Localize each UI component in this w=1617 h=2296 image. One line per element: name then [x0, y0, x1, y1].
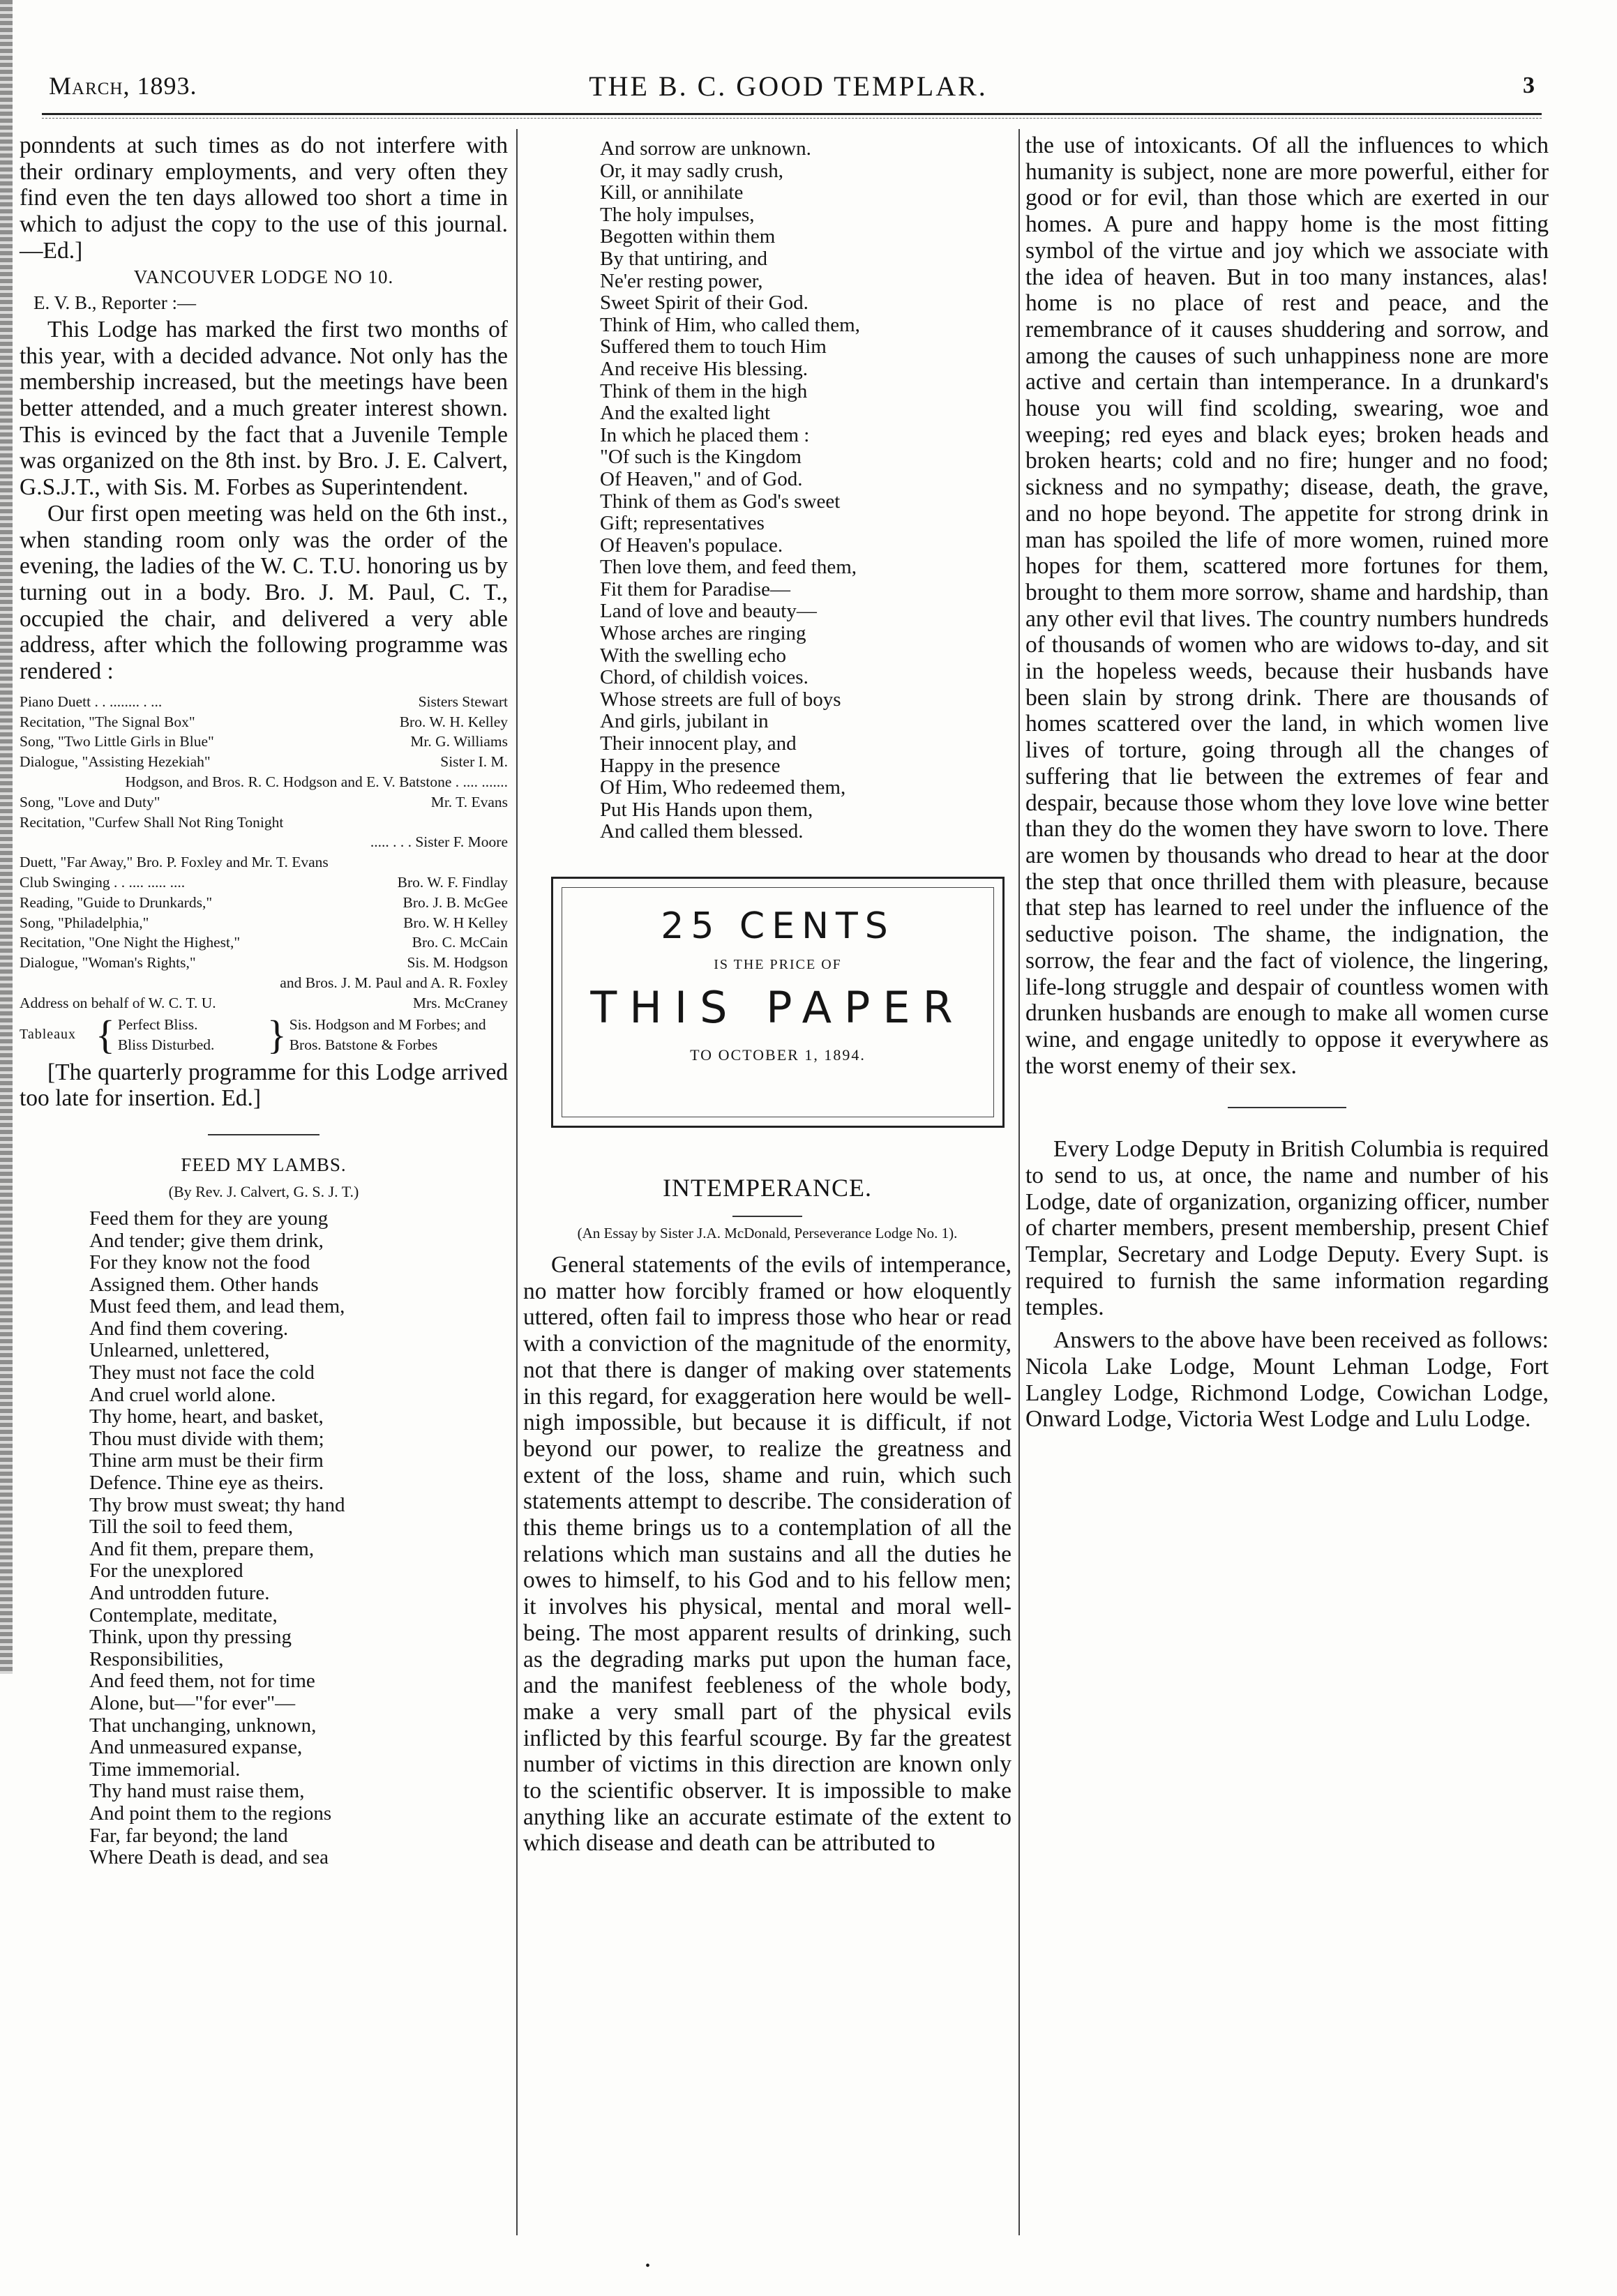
programme-item	[20, 953, 508, 973]
programme-performer: Mrs. McCraney	[412, 994, 508, 1011]
poem-byline: (By Rev. J. Calvert, G. S. J. T.)	[168, 1182, 359, 1200]
page-number: 3	[1523, 73, 1535, 98]
poem-line: Think, upon thy pressing	[89, 1626, 292, 1649]
poem-line: Fit them for Paradise—	[600, 577, 791, 601]
poem-line: In which he placed them :	[600, 423, 810, 446]
poem-line: Alone, but—"for ever"—	[89, 1691, 296, 1714]
tableaux-titles	[118, 1015, 264, 1055]
poem-line: And receive His blessing.	[600, 357, 808, 380]
editor-note: [The quarterly programme for this Lodge arrived too late for insertion. Ed.]	[20, 1059, 508, 1112]
programme-item-title: Duett, "Far Away," Bro. P. Foxley and Mr. T. Evans	[20, 854, 329, 871]
poem-line: And find them covering.	[89, 1317, 289, 1340]
poem-line: Where Death is dead, and sea	[89, 1846, 329, 1869]
poem-line: Unlearned, unlettered,	[89, 1339, 270, 1362]
programme-item	[20, 913, 508, 933]
poem-line: With the swelling echo	[600, 644, 787, 667]
programme-item	[20, 813, 508, 833]
poem-line: Kill, or annihilate	[600, 181, 744, 204]
programme-list	[20, 692, 508, 1055]
title-rule	[732, 1216, 802, 1217]
poem-line: They must not face the cold	[89, 1361, 315, 1384]
poem-body	[20, 1208, 508, 1869]
programme-item	[20, 893, 508, 913]
price-advertisement	[551, 877, 1005, 1128]
poem-line: Think of them in the high	[600, 379, 808, 402]
column-2	[523, 133, 1011, 1857]
poem-line: Defence. Thine eye as theirs.	[89, 1472, 324, 1495]
lodge-deputy-notice: Every Lodge Deputy in British Columbia is required to send to us, at once, the name and number of his Lodge, date of organization, organizing officer, number of charter members, present membership, present Chief Templar, Secretary and Lodge Deputy. Every Supt. is required to furnish the same information regarding temples.	[1025, 1136, 1549, 1320]
programme-performer: Bro. W. H. Kelley	[399, 713, 508, 730]
tableaux-title: Perfect Bliss.	[117, 1015, 198, 1033]
poem-line: Must feed them, and lead them,	[89, 1295, 345, 1318]
poem-line: Think of them as God's sweet	[600, 490, 841, 513]
programme-performer-cont: and Bros. J. M. Paul and A. R. Foxley	[280, 974, 508, 991]
programme-item	[20, 712, 508, 732]
poem-line: Land of love and beauty—	[600, 600, 817, 623]
programme-performer: Bro. C. McCain	[412, 934, 508, 951]
programme-item-title: Song, "Love and Duty"	[20, 793, 160, 810]
poem-line: Of Him, Who redeemed them,	[600, 776, 846, 799]
tableaux-entry	[20, 1011, 508, 1057]
programme-item	[20, 873, 508, 893]
essay-paragraph: General statements of the evils of intemperance, no matter how forcibly framed or how eloquently uttered, often fail to impress those who hear or read with a conviction of the magnitude of the enormity, not that there is danger of making over statements in this regard, for exaggeration here would be well-nigh impossible, but because it is difficult, if not beyond our power, to realize the greatness and extent of the loss, shame and ruin, which such statements attempt to describe. The consideration of this theme brings us to a contemplation of all the relations which man sustains and all the duties he owes to himself, to his God and to his fellow men; it involves his physical, mental and moral well-being. The most apparent results of drinking, such as the degrading marks put upon the human face, and the manifest feebleness of the whole body, make a very small part of the physical evils inflicted by this fearful scourge. By far the greatest number of victims in this direction are known only to the scientific observer. It is impossible to make anything like an accurate estimate of the extent to which disease and death can be attributed to	[523, 1252, 1011, 1857]
left-brace: {	[96, 1011, 115, 1057]
poem-line: Contemplate, meditate,	[89, 1603, 278, 1626]
poem-line: Think of Him, who called them,	[600, 313, 860, 336]
programme-item-title: Song, "Philadelphia,"	[20, 914, 149, 931]
poem-line: Chord, of childish voices.	[600, 666, 808, 689]
poem-line: And girls, jubilant in	[600, 710, 769, 733]
reporter-line: E. V. B., Reporter :—	[33, 292, 196, 314]
poem-line: Whose streets are full of boys	[600, 688, 841, 711]
poem-line: And feed them, not for time	[89, 1670, 315, 1693]
column-3	[1025, 133, 1549, 1433]
programme-performer: Mr. T. Evans	[430, 793, 508, 810]
poem-line: Ne'er resting power,	[600, 269, 763, 292]
programme-item	[20, 852, 508, 873]
programme-item-title: Dialogue, "Assisting Hezekiah"	[20, 753, 211, 771]
section-rule	[1228, 1107, 1346, 1108]
programme-item	[20, 732, 508, 752]
poem-line: The holy impulses,	[600, 203, 755, 226]
programme-item	[20, 692, 508, 712]
poem-continuation	[523, 138, 1011, 843]
poem-line: And fit them, prepare them,	[89, 1537, 315, 1560]
poem-line: Suffered them to touch Him	[600, 335, 827, 358]
programme-item-title: Address on behalf of W. C. T. U.	[20, 994, 216, 1011]
poem-line: Their innocent play, and	[600, 732, 797, 755]
poem-line: Gift; representatives	[600, 512, 765, 535]
poem-line: For the unexplored	[89, 1559, 243, 1583]
section-rule	[208, 1134, 319, 1135]
programme-performer: Sis. M. Hodgson	[407, 954, 508, 972]
ad-line: IS THE PRICE OF	[714, 957, 842, 972]
poem-line: Assigned them. Other hands	[89, 1273, 319, 1296]
right-brace: }	[266, 1011, 287, 1057]
programme-performer-cont: Hodgson, and Bros. R. C. Hodgson and E. V. Batstone . .... .......	[125, 773, 508, 790]
poem-line: And point them to the regions	[89, 1802, 332, 1825]
essay-continuation: the use of intoxicants. Of all the influences to which humanity is subject, none are more powerful, either for good or for evil, than those which are exerted in our homes. A pure and happy home is the most fitting symbol of the virtue and joy which we associate with the idea of heaven. But in too many instances, alas! home is no place of rest and peace, and the remembrance of it causes shuddering and sorrow, and among the causes of such unhappiness none are more active and certain than intemperance. In a drunkard's house you will find scolding, swearing, woe and weeping; red eyes and black eyes; broken heads and broken hearts; cold and no fire; hunger and no food; sickness and no sympathy; disease, death, the grave, and no hope beyond. The appetite for strong drink in man has spoiled the life of more women, ruined more hopes for them, scattered more fortunes for them, brought to them more sorrow, shame and hardship, than any other evil that lives. The country numbers hundreds of thousands of women who are widows to-day, and sit in the hopeless weeds, because their husbands have been slain by strong drink. There are thousands of homes scattered over the land, in which women live lives of torture, going through all the changes of suffering that lie between the extremes of fear and despair, because those whom they love love wine better than they do the women they have sworn to love. There are women by thousands who dread to hear at the door the step that once thrilled them with pleasure, because that step has learned to reel under the influence of the seductive poison. The shame, the indignation, the sorrow, the fear and the fact of violence, the lingering, life-long struggle and despair of countless women with drunken husbands are enough to make all women curse wine, and engage unitedly to oppose it everywhere as the worst enemy of their sex.	[1025, 133, 1549, 1079]
poem-line: Thine arm must be their firm	[89, 1449, 324, 1472]
column-1	[20, 133, 508, 1869]
ad-date: TO OCTOBER 1, 1894.	[690, 1046, 866, 1064]
column-divider	[1018, 129, 1020, 2235]
poem-line: That unchanging, unknown,	[89, 1714, 317, 1737]
programme-performer: Mr. G. Williams	[410, 733, 508, 750]
poem-line: And unmeasured expanse,	[89, 1736, 303, 1759]
poem-line: And untrodden future.	[89, 1582, 270, 1605]
poem-line: Till the soil to feed them,	[89, 1516, 294, 1539]
column-divider	[516, 129, 518, 2235]
poem-line: Begotten within them	[600, 225, 776, 248]
lodge-heading: VANCOUVER LODGE NO 10.	[133, 266, 394, 287]
tableaux-label: Tableaux	[20, 1027, 77, 1043]
poem-line: Sweet Spirit of their God.	[600, 292, 808, 315]
poem-line: Happy in the presence	[600, 754, 781, 777]
poem-line: Then love them, and feed them,	[600, 556, 857, 579]
header-rule	[42, 113, 1542, 119]
programme-item	[20, 752, 508, 772]
ad-price: 25 CENTS	[661, 905, 895, 947]
poem-line: For they know not the food	[89, 1251, 310, 1274]
programme-performer: Bro. W. F. Findlay	[397, 873, 508, 891]
programme-performer: Bro. W. H Kelley	[403, 914, 508, 931]
programme-item-title: Dialogue, "Woman's Rights,"	[20, 954, 196, 972]
poem-line: Whose arches are ringing	[600, 622, 806, 645]
programme-item	[20, 993, 508, 1013]
answers-notice: Answers to the above have been received as follows: Nicola Lake Lodge, Mount Lehman Lodge, Fort Langley Lodge, Richmond Lodge, Cowichan Lodge, Onward Lodge, Victoria West Lodge and Lulu Lodge.	[1025, 1327, 1549, 1433]
programme-performer-cont: ..... . . . Sister F. Moore	[370, 833, 508, 851]
poem-line: And the exalted light	[600, 402, 771, 425]
poem-line: Of Heaven," and of God.	[600, 467, 803, 490]
page-header	[42, 67, 1535, 109]
lodge-report-paragraph: This Lodge has marked the first two months of this year, with a decided advance. Not only has the membership increased, but the meetings have been better attended, and a much greater interest shown. This is evinced by the fact that a Juvenile Temple was organized on the 8th inst. by Bro. J. E. Calvert, G.S.J.T., with Sis. M. Forbes as Superintendent.	[20, 316, 508, 501]
newspaper-title: THE B. C. GOOD TEMPLAR.	[589, 70, 988, 102]
intro-paragraph: ponndents at such times as do not interfere with their ordinary employments, and very often they find even the ten days allowed too short a time in which to adjust the copy to the use of this journal.—Ed.]	[20, 133, 508, 264]
ad-headline: THIS PAPER	[590, 982, 965, 1033]
programme-item	[20, 792, 508, 813]
programme-item-title: Club Swinging . . .... ..... ....	[20, 873, 186, 891]
poem-line: Or, it may sadly crush,	[600, 159, 784, 182]
poem-title: FEED MY LAMBS.	[181, 1154, 347, 1175]
essay-byline: (An Essay by Sister J.A. McDonald, Perseverance Lodge No. 1).	[577, 1225, 958, 1241]
poem-line: "Of such is the Kingdom	[600, 446, 802, 469]
tableaux-title: Bliss Disturbed.	[117, 1036, 215, 1053]
poem-line: And sorrow are unknown.	[600, 137, 811, 160]
programme-item-title: Recitation, "The Signal Box"	[20, 713, 195, 730]
ad-text	[551, 902, 1005, 1073]
poem-line: By that untiring, and	[600, 247, 768, 270]
poem-line: Responsibilities,	[89, 1647, 224, 1670]
programme-item	[20, 932, 508, 953]
tableaux-performers: Sis. Hodgson and M Forbes; and Bros. Batstone & Forbes	[289, 1015, 486, 1053]
programme-performer: Sister I. M.	[440, 753, 508, 771]
page-mark: •	[645, 2258, 651, 2274]
open-meeting-paragraph: Our first open meeting was held on the 6th inst., when standing room only was the order of the evening, the ladies of the W. C. T.U. honoring us by turning out in a body. Bro. J. M. Paul, C. T., occupied the chair, and delivered a very able address, after which the following programme was rendered :	[20, 500, 508, 685]
poem-line: Thou must divide with them;	[89, 1427, 324, 1450]
page-binding-edge	[0, 0, 13, 1674]
poem-line: Thy home, heart, and basket,	[89, 1405, 324, 1428]
programme-performer: Bro. J. B. McGee	[403, 893, 508, 911]
poem-line: Put His Hands upon them,	[600, 798, 813, 821]
poem-line: And called them blessed.	[600, 820, 804, 843]
programme-item-title: Recitation, "Curfew Shall Not Ring Tonight	[20, 813, 284, 831]
poem-line: Thy hand must raise them,	[89, 1780, 305, 1803]
poem-line: Thy brow must sweat; thy hand	[89, 1493, 345, 1516]
issue-date: March, 1893.	[49, 72, 197, 100]
poem-line: Far, far beyond; the land	[89, 1824, 288, 1847]
poem-line: And cruel world alone.	[89, 1383, 276, 1406]
programme-item-title: Reading, "Guide to Drunkards,"	[20, 893, 213, 911]
poem-line: And tender; give them drink,	[89, 1229, 324, 1252]
programme-performer: Sisters Stewart	[418, 693, 508, 710]
programme-item-title: Recitation, "One Night the Highest,"	[20, 934, 241, 951]
programme-item-title: Song, "Two Little Girls in Blue"	[20, 733, 214, 750]
poem-line: Time immemorial.	[89, 1758, 241, 1781]
programme-item-title: Piano Duett . . ........ . ...	[20, 693, 163, 710]
poem-line: Feed them for they are young	[89, 1207, 329, 1230]
essay-title: INTEMPERANCE.	[663, 1174, 872, 1202]
poem-line: Of Heaven's populace.	[600, 534, 783, 557]
